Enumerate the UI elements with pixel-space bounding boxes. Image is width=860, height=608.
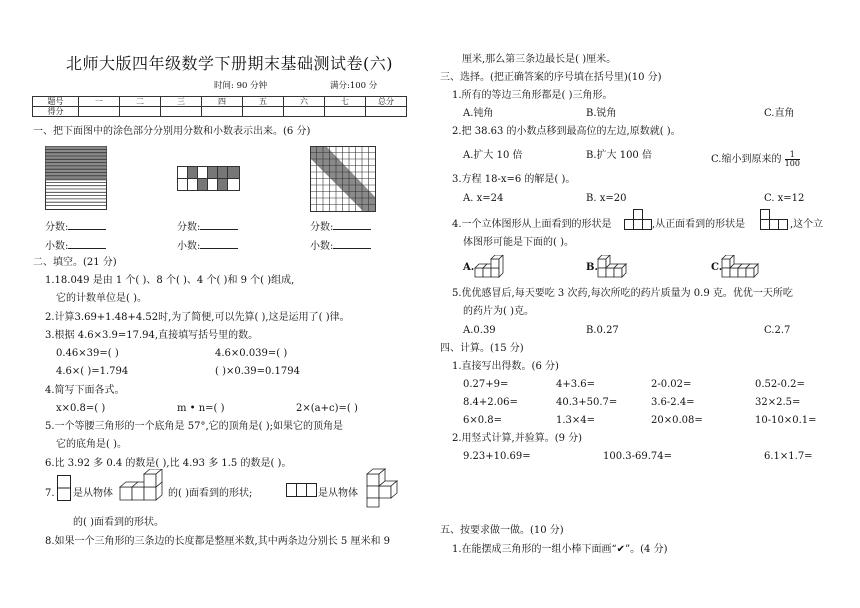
- question-2-2: 2.计算3.69+1.48+4.52时,为了简便,可以先算( ),这是运用了( )律。: [45, 312, 350, 323]
- calc-item: 6×0.8=: [463, 415, 503, 426]
- option-3-4-a: A.: [463, 262, 475, 273]
- question-2-7b: 的( )面看到的形状;: [168, 488, 253, 499]
- option-3-5-a: A.0.39: [463, 325, 496, 336]
- cube-stack-figure-1: [118, 469, 168, 501]
- table-cell: 六: [284, 97, 325, 107]
- option-3-1-a: A.钝角: [463, 108, 494, 119]
- question-3-3: 3.方程 18-x=6 的解是( )。: [452, 174, 576, 185]
- question-2-7-number: 7.: [45, 488, 55, 499]
- answer-line-decimal-2[interactable]: 小数:: [177, 239, 238, 252]
- question-5-1: 1.在能摆成三角形的一组小棒下面画“✔”。(4 分): [452, 544, 668, 555]
- question-3-4: 4.一个立体图形从上面看到的形状是: [452, 219, 612, 230]
- table-cell: 总分: [366, 97, 407, 107]
- table-cell: 七: [325, 97, 366, 107]
- section4-heading: 四、计算。(15 分): [440, 343, 524, 354]
- table-cell: 三: [161, 97, 202, 107]
- option-3-4-c: C.: [711, 262, 723, 273]
- score-cell[interactable]: [325, 107, 366, 117]
- question-4-1: 1.直接写出得数。(6 分): [452, 361, 559, 372]
- question-2-5: 5.一个等腰三角形的一个底角是 57°,它的顶角是( );如果它的顶角是: [45, 421, 343, 432]
- calc-item: 40.3+50.7=: [556, 397, 618, 408]
- calc-item: 1.3×4=: [556, 415, 596, 426]
- section5-heading: 五、按要求做一做。(10 分): [440, 525, 564, 536]
- table-cell: 四: [202, 97, 243, 107]
- score-cell[interactable]: [202, 107, 243, 117]
- calc-item: 3.6-2.4=: [651, 397, 695, 408]
- calc-item: 8.4+2.06=: [463, 397, 518, 408]
- vertical-calc-item: 6.1×1.7=: [764, 451, 813, 462]
- hundred-grid-figure: [310, 146, 376, 212]
- option-3-3-b: B. x=20: [586, 193, 627, 204]
- side-view-shape-icon: [57, 475, 71, 501]
- option-3-5-b: B.0.27: [586, 325, 619, 336]
- score-table-score-row: [33, 107, 407, 117]
- score-cell[interactable]: [366, 107, 407, 117]
- question-2-8-cont: 厘米,那么第三条边最长是( )厘米。: [462, 54, 617, 65]
- question-2-1-cont: 它的计数单位是( )。: [56, 293, 147, 304]
- cube-option-b-figure: [597, 255, 633, 279]
- question-3-4-c: ,这个立: [790, 219, 824, 230]
- question-2-1: 1.18.049 是由 1 个( )、8 个( )、4 个( )和 9 个( )组成,: [45, 275, 295, 286]
- score-cell[interactable]: [161, 107, 202, 117]
- question-2-4c: 2×(a+c)=( ): [296, 403, 358, 414]
- top-view-shape-icon: [624, 209, 652, 231]
- cube-stack-figure-2: [365, 466, 407, 508]
- calc-item: 10-10×0.1=: [755, 415, 817, 426]
- score-cell[interactable]: [79, 107, 120, 117]
- question-2-3b: 4.6×0.039=( ): [215, 348, 288, 359]
- table-cell: 二: [120, 97, 161, 107]
- full-score-label: 满分:100 分: [330, 81, 378, 91]
- option-3-1-b: B.锐角: [586, 108, 617, 119]
- calc-item: 2-0.02=: [651, 379, 692, 390]
- question-3-5-cont: 的药片为( )克。: [463, 306, 534, 317]
- question-2-4: 4.简写下面各式。: [45, 385, 125, 396]
- score-cell[interactable]: [284, 107, 325, 117]
- question-3-4-b: ,从正面看到的形状是: [652, 219, 746, 230]
- section1-heading: 一、把下面图中的涂色部分分别用分数和小数表示出来。(6 分): [33, 126, 311, 137]
- calc-item: 0.27+9=: [463, 379, 509, 390]
- option-3-4-b: B.: [586, 262, 598, 273]
- block-grid-figure: [177, 166, 241, 192]
- cube-option-a-figure: [474, 255, 510, 279]
- page-title: 北师大版四年级数学下册期末基础测试卷(六): [66, 54, 393, 73]
- question-2-3a: 0.46×39=( ): [56, 348, 119, 359]
- option-3-3-c: C. x=12: [764, 193, 805, 204]
- option-3-2-b: B.扩大 100 倍: [586, 150, 652, 161]
- vertical-calc-item: 100.3-69.74=: [603, 451, 673, 462]
- table-cell: 题号: [33, 97, 79, 107]
- question-2-7c: 是从物体: [318, 488, 358, 499]
- calc-item: 4+3.6=: [556, 379, 596, 390]
- section2-heading: 二、填空。(21 分): [33, 257, 117, 268]
- answer-line-decimal-3[interactable]: 小数:: [310, 239, 371, 252]
- question-2-7a: 是从物体: [73, 488, 113, 499]
- question-2-8: 8.如果一个三角形的三条边的长度都是整厘米数,其中两条边分别长 5 厘米和 9: [45, 536, 390, 547]
- front-view-shape-icon: [286, 483, 318, 497]
- answer-line-decimal-1[interactable]: 小数:: [45, 239, 106, 252]
- question-2-4a: x×0.8=( ): [56, 403, 106, 414]
- question-2-7d: 的( )面看到的形状。: [73, 517, 164, 528]
- question-3-4-d: 体图形可能是下面的( )。: [463, 237, 574, 248]
- question-2-3: 3.根据 4.6×3.9=17.94,直接填写括号里的数。: [45, 330, 259, 341]
- score-table: [32, 96, 407, 117]
- question-2-3c: 4.6×( )=1.794: [56, 366, 129, 377]
- option-3-2-a: A.扩大 10 倍: [463, 150, 523, 161]
- vertical-calc-item: 9.23+10.69=: [463, 451, 531, 462]
- calc-item: 32×2.5=: [755, 397, 801, 408]
- option-3-3-a: A. x=24: [463, 193, 504, 204]
- option-3-2-c: C.缩小到原来的 $\frac{1}{100}$: [711, 150, 800, 168]
- section3-heading: 三、选择。(把正确答案的序号填在括号里)(10 分): [440, 72, 662, 83]
- question-2-5-cont: 它的底角是( )。: [56, 439, 127, 450]
- front-view-3-4-icon: [760, 209, 788, 231]
- question-2-3d: ( )×0.39=0.1794: [215, 366, 300, 377]
- question-3-2: 2.把 38.63 的小数点移到最高位的左边,原数就( )。: [452, 126, 681, 137]
- question-2-4b: m • n=( ): [177, 403, 225, 414]
- time-label: 时间: 90 分钟: [214, 81, 268, 91]
- cube-option-c-figure: [721, 255, 763, 279]
- table-cell: 五: [243, 97, 284, 107]
- score-cell[interactable]: [243, 107, 284, 117]
- answer-line-fraction-3[interactable]: 分数:: [310, 220, 371, 233]
- answer-line-fraction-1[interactable]: 分数:: [45, 220, 106, 233]
- table-cell: 一: [79, 97, 120, 107]
- question-3-5: 5.优优感冒后,每天要吃 3 次药,每次所吃的药片质量为 0.9 克。优优一天所吃: [452, 288, 793, 299]
- fraction-one-hundredth: $\frac{1}{100}$: [784, 150, 800, 168]
- option-3-5-c: C.2.7: [764, 325, 791, 336]
- answer-line-fraction-2[interactable]: 分数:: [177, 220, 238, 233]
- calc-item: 0.52-0.2=: [755, 379, 805, 390]
- question-2-6: 6.比 3.92 多 0.4 的数是( ),比 4.93 多 1.5 的数是( )。: [45, 458, 292, 469]
- calc-item: 20×0.08=: [651, 415, 703, 426]
- score-cell[interactable]: [120, 107, 161, 117]
- option-3-1-c: C.直角: [764, 108, 795, 119]
- score-table-header-row: [33, 97, 407, 107]
- question-4-2: 2.用竖式计算,并验算。(9 分): [452, 433, 583, 444]
- question-3-1: 1.所有的等边三角形都是( )三角形。: [452, 90, 613, 101]
- table-cell: 得分: [33, 107, 79, 117]
- striped-rect-figure: [45, 146, 107, 210]
